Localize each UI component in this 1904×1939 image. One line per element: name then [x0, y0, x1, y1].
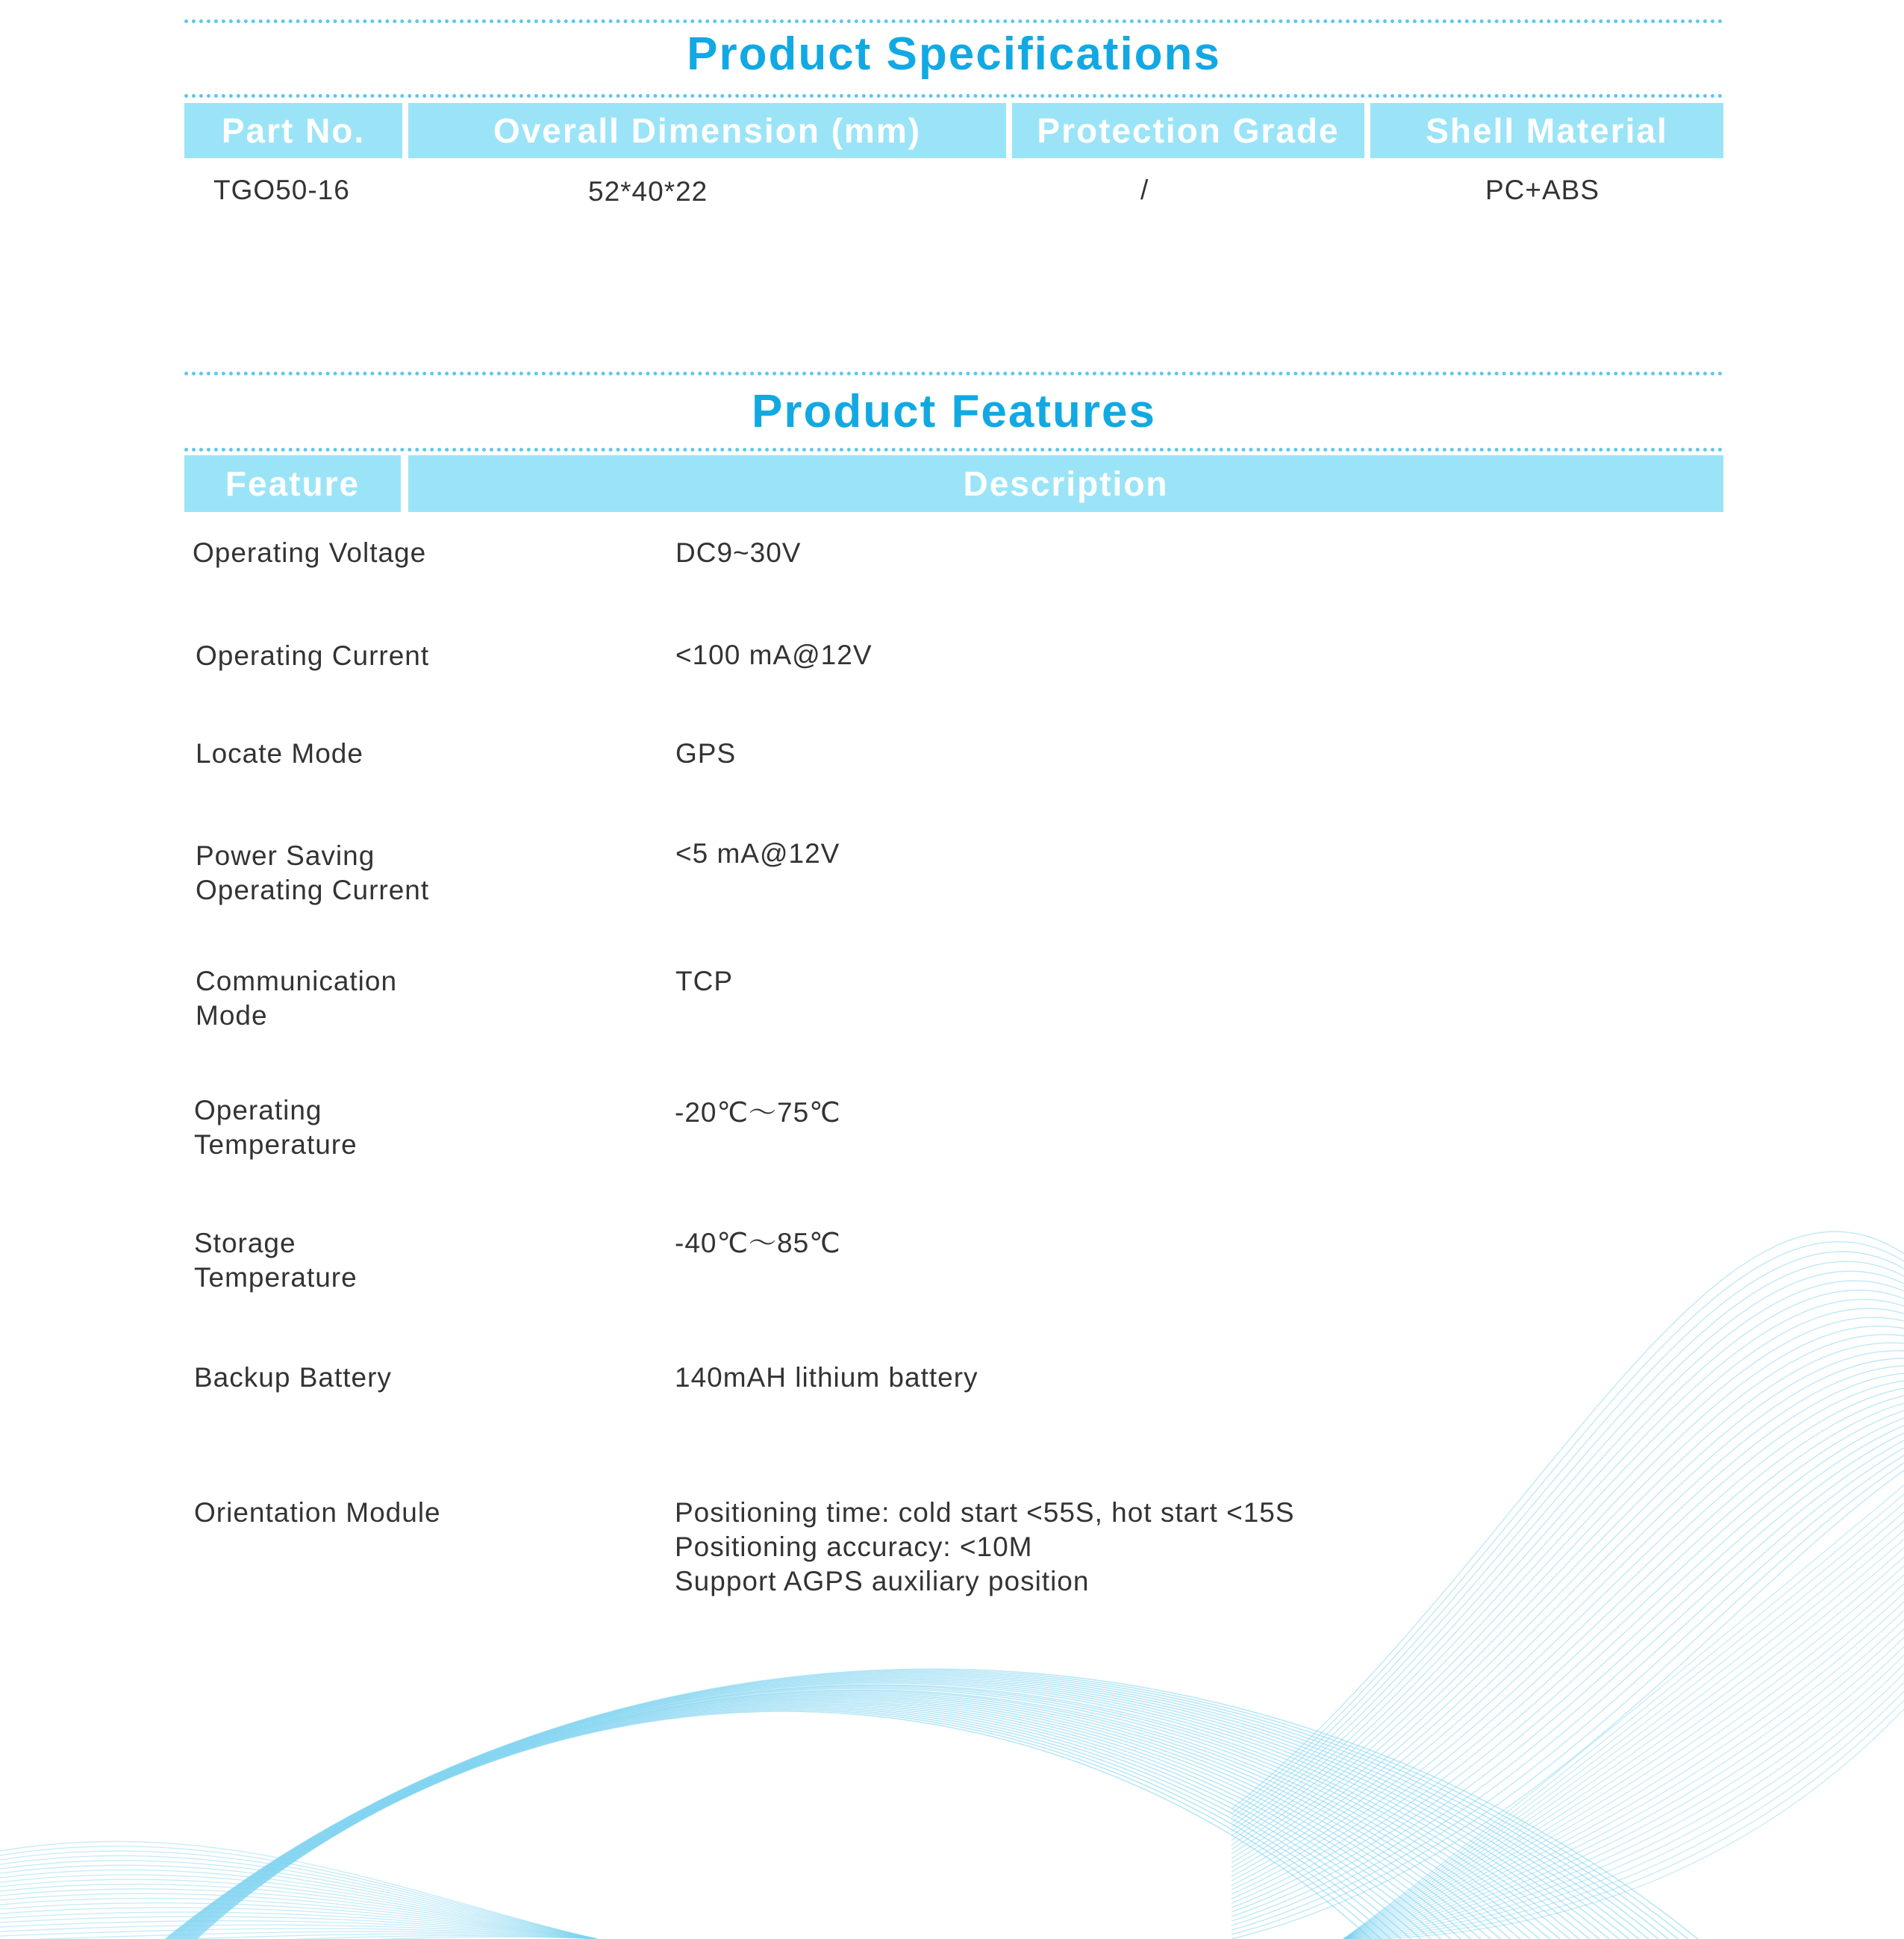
- spec-dimension-value: 52*40*22: [588, 176, 708, 207]
- features-title: Product Features: [752, 386, 1156, 437]
- feature-label: Operating Voltage: [193, 537, 427, 568]
- top-dotted-divider: [184, 19, 1723, 23]
- wave-line: [1232, 1242, 1904, 1814]
- feature-description: GPS: [675, 738, 737, 769]
- feature-label: Storage Temperature: [194, 1228, 358, 1293]
- wave-line: [1343, 1646, 1904, 1939]
- wave-line: [0, 1669, 1904, 1939]
- wave-line: [1343, 1494, 1904, 1939]
- wave-line: [0, 1690, 1881, 1939]
- wave-line: [0, 1692, 1866, 1939]
- feature-description: 140mAH lithium battery: [675, 1362, 978, 1393]
- wave-line: [1232, 1396, 1904, 1894]
- features-top-dotted-divider: [184, 372, 1723, 375]
- features-header-feature: Feature: [184, 455, 401, 512]
- features-header-description: Description: [408, 455, 1723, 512]
- features-dotted-divider: [184, 448, 1723, 452]
- specifications-dotted-divider: [184, 94, 1723, 98]
- spec-header-part-no: Part No.: [184, 103, 402, 158]
- spec-protection-grade-value: /: [1140, 175, 1149, 205]
- feature-description: TCP: [675, 966, 733, 996]
- wave-line: [1232, 1351, 1904, 1867]
- wave-line: [0, 1688, 1904, 1939]
- feature-description: Positioning time: cold start <55S, hot start <15S Positioning accuracy: <10M Support AGPS auxiliary position: [675, 1497, 1295, 1596]
- wave-line: [1343, 1637, 1904, 1939]
- wave-line: [1343, 1503, 1904, 1939]
- specifications-title: Product Specifications: [687, 28, 1221, 80]
- spec-part-no-value: TGO50-16: [213, 175, 350, 205]
- wave-line: [1232, 1411, 1904, 1903]
- feature-label: Power Saving Operating Current: [196, 840, 430, 905]
- spec-header-overall-dimension: Overall Dimension (mm): [408, 103, 1006, 158]
- feature-label: Operating Temperature: [194, 1095, 358, 1160]
- wave-line: [1232, 1281, 1904, 1832]
- feature-description: <5 mA@12V: [675, 838, 840, 869]
- wave-line: [1232, 1343, 1904, 1863]
- feature-description: <100 mA@12V: [675, 640, 873, 670]
- wave-line: [0, 1704, 1732, 1939]
- feature-description: -20℃～75℃: [675, 1097, 841, 1128]
- feature-label: Operating Current: [196, 640, 430, 671]
- feature-label: Backup Battery: [194, 1362, 392, 1393]
- feature-description: DC9~30V: [675, 537, 802, 568]
- feature-description: -40℃～85℃: [675, 1228, 841, 1258]
- spec-header-protection-grade: Protection Grade: [1012, 103, 1364, 158]
- spec-shell-material-value: PC+ABS: [1485, 175, 1600, 205]
- feature-label: Locate Mode: [196, 738, 363, 769]
- wave-line: [1232, 1440, 1904, 1921]
- feature-label: Orientation Module: [194, 1497, 441, 1528]
- feature-label: Communication Mode: [196, 966, 398, 1031]
- spec-header-shell-material: Shell Material: [1370, 103, 1723, 158]
